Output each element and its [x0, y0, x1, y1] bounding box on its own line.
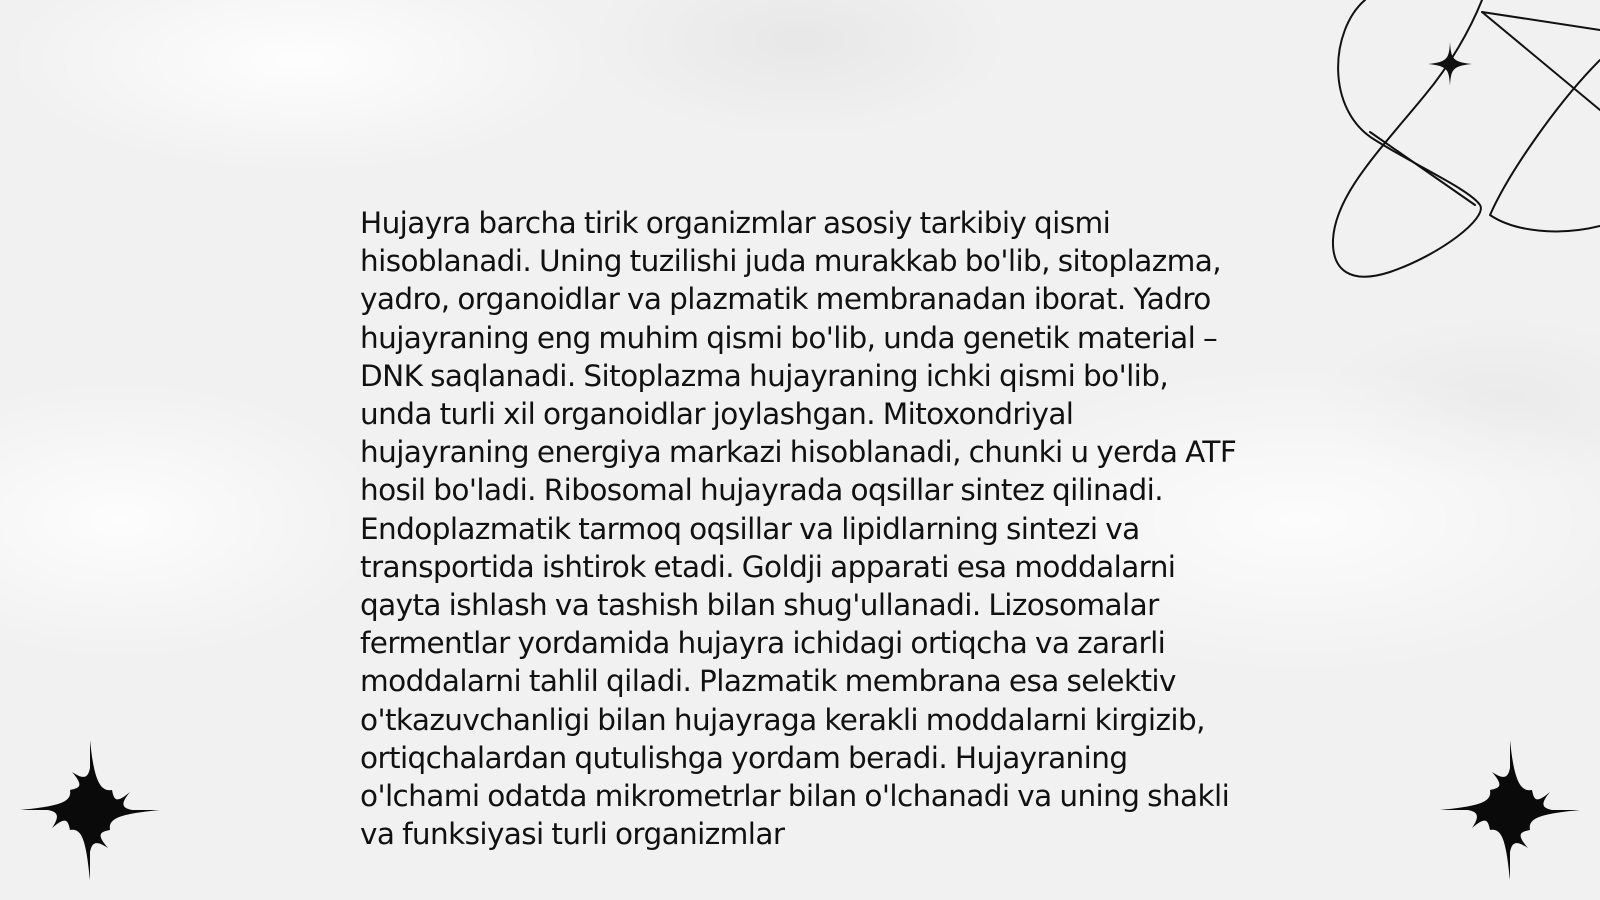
four-point-star-icon	[20, 740, 160, 880]
slide-body-text: Hujayra barcha tirik organizmlar asosiy tarkibiy qismi hisoblanadi. Uning tuzilishi juda murakkab bo'lib, sitoplazma, yadro, organoidlar va plazmatik membranadan iborat. Yadro hujayraning eng muhim qismi bo'lib, unda genetik material – DNK saqlanadi. Sitoplazma hujayraning ichki qismi bo'lib, unda turli xil organoidlar joylashgan. Mitoxondriyal hujayraning energiya markazi hisoblanadi, chunki u yerda ATF hosil bo'ladi. Ribosomal hujayrada oqsillar sintez qilinadi. Endoplazmatik tarmoq oqsillar va lipidlarning sintezi va transportida ishtirok etadi. Goldji apparati esa moddalarni qayta ishlash va tashish bilan shug'ullanadi. Lizosomalar fermentlar yordamida hujayra ichidagi ortiqcha va zararli moddalarni tahlil qiladi. Plazmatik membrana esa selektiv o'tkazuvchanligi bilan hujayraga kerakli moddalarni kirgizib, ortiqchalardan qutulishga yordam beradi. Hujayraning o'lchami odatda mikrometrlar bilan o'lchanadi va uning shakli va funksiyasi turli organizmlar	[360, 206, 1237, 852]
sparkle-icon	[1428, 42, 1472, 86]
four-point-star-icon	[1440, 740, 1580, 880]
